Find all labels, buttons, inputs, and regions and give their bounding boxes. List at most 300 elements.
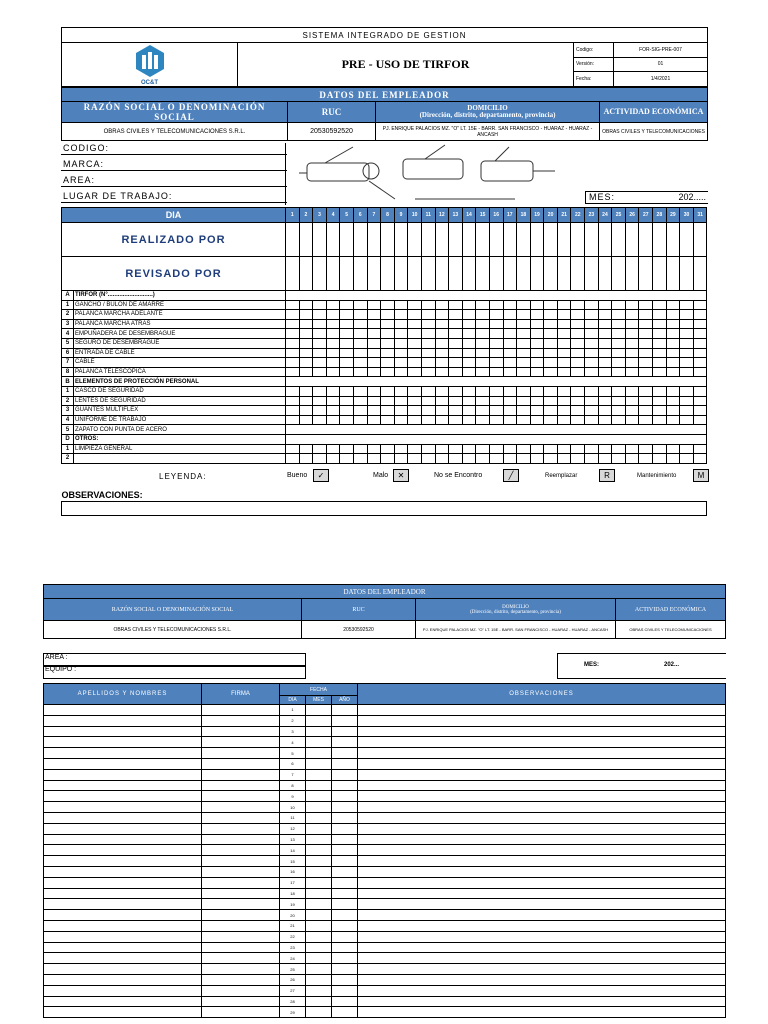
check-cell[interactable] xyxy=(421,386,435,396)
check-cell[interactable] xyxy=(503,319,517,329)
check-cell[interactable] xyxy=(353,348,367,358)
check-cell[interactable] xyxy=(313,358,327,368)
observation-cell[interactable] xyxy=(358,737,726,748)
year-cell[interactable] xyxy=(332,877,358,888)
check-cell[interactable] xyxy=(639,329,653,339)
check-cell[interactable] xyxy=(286,454,300,464)
check-cell[interactable] xyxy=(421,415,435,425)
realizado-cell[interactable] xyxy=(598,223,612,257)
check-cell[interactable] xyxy=(408,310,422,320)
check-cell[interactable] xyxy=(286,358,300,368)
check-cell[interactable] xyxy=(625,319,639,329)
check-cell[interactable] xyxy=(286,367,300,377)
check-cell[interactable] xyxy=(666,396,680,406)
year-cell[interactable] xyxy=(332,985,358,996)
check-cell[interactable] xyxy=(326,415,340,425)
name-cell[interactable] xyxy=(44,920,202,931)
year-cell[interactable] xyxy=(332,802,358,813)
check-cell[interactable] xyxy=(394,338,408,348)
check-cell[interactable] xyxy=(666,386,680,396)
signature-cell[interactable] xyxy=(202,780,280,791)
check-cell[interactable] xyxy=(530,406,544,416)
year-cell[interactable] xyxy=(332,920,358,931)
year-cell[interactable] xyxy=(332,964,358,975)
check-cell[interactable] xyxy=(666,444,680,454)
check-cell[interactable] xyxy=(517,415,531,425)
revisado-cell[interactable] xyxy=(639,257,653,291)
observation-cell[interactable] xyxy=(358,910,726,921)
check-cell[interactable] xyxy=(286,415,300,425)
check-cell[interactable] xyxy=(653,367,667,377)
check-cell[interactable] xyxy=(503,329,517,339)
check-cell[interactable] xyxy=(353,386,367,396)
signature-cell[interactable] xyxy=(202,726,280,737)
check-cell[interactable] xyxy=(435,406,449,416)
check-cell[interactable] xyxy=(449,300,463,310)
check-cell[interactable] xyxy=(462,348,476,358)
year-cell[interactable] xyxy=(332,931,358,942)
check-cell[interactable] xyxy=(557,406,571,416)
check-cell[interactable] xyxy=(353,310,367,320)
check-cell[interactable] xyxy=(544,338,558,348)
check-cell[interactable] xyxy=(476,358,490,368)
check-cell[interactable] xyxy=(503,358,517,368)
check-cell[interactable] xyxy=(666,367,680,377)
check-cell[interactable] xyxy=(598,358,612,368)
check-cell[interactable] xyxy=(598,348,612,358)
observation-cell[interactable] xyxy=(358,845,726,856)
name-cell[interactable] xyxy=(44,856,202,867)
check-cell[interactable] xyxy=(489,300,503,310)
check-cell[interactable] xyxy=(612,415,626,425)
check-cell[interactable] xyxy=(503,444,517,454)
check-cell[interactable] xyxy=(449,329,463,339)
check-cell[interactable] xyxy=(326,367,340,377)
check-cell[interactable] xyxy=(476,329,490,339)
revisado-cell[interactable] xyxy=(585,257,599,291)
check-cell[interactable] xyxy=(598,310,612,320)
check-cell[interactable] xyxy=(408,358,422,368)
year-cell[interactable] xyxy=(332,769,358,780)
name-cell[interactable] xyxy=(44,942,202,953)
observation-cell[interactable] xyxy=(358,769,726,780)
check-cell[interactable] xyxy=(639,396,653,406)
check-cell[interactable] xyxy=(693,454,707,464)
signature-cell[interactable] xyxy=(202,899,280,910)
realizado-cell[interactable] xyxy=(449,223,463,257)
check-cell[interactable] xyxy=(544,367,558,377)
check-cell[interactable] xyxy=(639,415,653,425)
check-cell[interactable] xyxy=(544,310,558,320)
revisado-cell[interactable] xyxy=(421,257,435,291)
revisado-cell[interactable] xyxy=(462,257,476,291)
month-cell[interactable] xyxy=(306,1007,332,1018)
check-cell[interactable] xyxy=(299,406,313,416)
check-cell[interactable] xyxy=(449,367,463,377)
revisado-cell[interactable] xyxy=(381,257,395,291)
check-cell[interactable] xyxy=(408,348,422,358)
check-cell[interactable] xyxy=(598,415,612,425)
signature-cell[interactable] xyxy=(202,910,280,921)
check-cell[interactable] xyxy=(612,348,626,358)
check-cell[interactable] xyxy=(571,444,585,454)
check-cell[interactable] xyxy=(530,358,544,368)
check-cell[interactable] xyxy=(394,406,408,416)
check-cell[interactable] xyxy=(476,386,490,396)
check-cell[interactable] xyxy=(435,367,449,377)
check-cell[interactable] xyxy=(693,415,707,425)
check-cell[interactable] xyxy=(408,386,422,396)
check-cell[interactable] xyxy=(612,329,626,339)
check-cell[interactable] xyxy=(394,386,408,396)
check-cell[interactable] xyxy=(326,406,340,416)
month-cell[interactable] xyxy=(306,705,332,716)
check-cell[interactable] xyxy=(299,367,313,377)
month-cell[interactable] xyxy=(306,812,332,823)
name-cell[interactable] xyxy=(44,931,202,942)
check-cell[interactable] xyxy=(598,367,612,377)
check-cell[interactable] xyxy=(449,319,463,329)
check-cell[interactable] xyxy=(299,329,313,339)
check-cell[interactable] xyxy=(557,386,571,396)
check-cell[interactable] xyxy=(489,367,503,377)
check-cell[interactable] xyxy=(680,319,694,329)
signature-cell[interactable] xyxy=(202,888,280,899)
check-cell[interactable] xyxy=(666,454,680,464)
check-cell[interactable] xyxy=(435,329,449,339)
month-cell[interactable] xyxy=(306,996,332,1007)
observation-cell[interactable] xyxy=(358,953,726,964)
revisado-cell[interactable] xyxy=(612,257,626,291)
check-cell[interactable] xyxy=(680,300,694,310)
realizado-cell[interactable] xyxy=(639,223,653,257)
check-cell[interactable] xyxy=(476,415,490,425)
check-cell[interactable] xyxy=(421,406,435,416)
check-cell[interactable] xyxy=(517,319,531,329)
check-cell[interactable] xyxy=(299,444,313,454)
check-cell[interactable] xyxy=(653,300,667,310)
check-cell[interactable] xyxy=(571,386,585,396)
check-cell[interactable] xyxy=(476,310,490,320)
check-cell[interactable] xyxy=(313,300,327,310)
month-cell[interactable] xyxy=(306,942,332,953)
check-cell[interactable] xyxy=(557,319,571,329)
name-cell[interactable] xyxy=(44,802,202,813)
check-cell[interactable] xyxy=(340,358,354,368)
check-cell[interactable] xyxy=(666,406,680,416)
check-cell[interactable] xyxy=(666,300,680,310)
signature-cell[interactable] xyxy=(202,856,280,867)
check-cell[interactable] xyxy=(639,454,653,464)
check-cell[interactable] xyxy=(517,406,531,416)
check-cell[interactable] xyxy=(489,358,503,368)
check-cell[interactable] xyxy=(639,310,653,320)
check-cell[interactable] xyxy=(340,386,354,396)
revisado-cell[interactable] xyxy=(408,257,422,291)
month-cell[interactable] xyxy=(306,791,332,802)
name-cell[interactable] xyxy=(44,899,202,910)
check-cell[interactable] xyxy=(408,454,422,464)
realizado-cell[interactable] xyxy=(340,223,354,257)
check-cell[interactable] xyxy=(313,396,327,406)
year-cell[interactable] xyxy=(332,953,358,964)
realizado-cell[interactable] xyxy=(571,223,585,257)
check-cell[interactable] xyxy=(326,338,340,348)
realizado-cell[interactable] xyxy=(326,223,340,257)
check-cell[interactable] xyxy=(462,386,476,396)
realizado-cell[interactable] xyxy=(503,223,517,257)
year-cell[interactable] xyxy=(332,888,358,899)
name-cell[interactable] xyxy=(44,888,202,899)
check-cell[interactable] xyxy=(571,329,585,339)
observation-cell[interactable] xyxy=(358,823,726,834)
check-cell[interactable] xyxy=(517,348,531,358)
check-cell[interactable] xyxy=(381,444,395,454)
check-cell[interactable] xyxy=(571,358,585,368)
revisado-cell[interactable] xyxy=(394,257,408,291)
month-cell[interactable] xyxy=(306,888,332,899)
check-cell[interactable] xyxy=(313,367,327,377)
check-cell[interactable] xyxy=(530,319,544,329)
check-cell[interactable] xyxy=(353,444,367,454)
check-cell[interactable] xyxy=(585,338,599,348)
check-cell[interactable] xyxy=(462,415,476,425)
check-cell[interactable] xyxy=(299,310,313,320)
observation-cell[interactable] xyxy=(358,888,726,899)
check-cell[interactable] xyxy=(340,396,354,406)
check-cell[interactable] xyxy=(530,454,544,464)
year-cell[interactable] xyxy=(332,910,358,921)
realizado-cell[interactable] xyxy=(394,223,408,257)
check-cell[interactable] xyxy=(693,300,707,310)
check-cell[interactable] xyxy=(381,329,395,339)
revisado-cell[interactable] xyxy=(353,257,367,291)
check-cell[interactable] xyxy=(625,367,639,377)
check-cell[interactable] xyxy=(326,300,340,310)
check-cell[interactable] xyxy=(435,310,449,320)
revisado-cell[interactable] xyxy=(299,257,313,291)
check-cell[interactable] xyxy=(381,348,395,358)
check-cell[interactable] xyxy=(408,367,422,377)
check-cell[interactable] xyxy=(680,386,694,396)
check-cell[interactable] xyxy=(367,300,381,310)
check-cell[interactable] xyxy=(286,338,300,348)
check-cell[interactable] xyxy=(435,415,449,425)
check-cell[interactable] xyxy=(653,319,667,329)
realizado-cell[interactable] xyxy=(585,223,599,257)
check-cell[interactable] xyxy=(449,348,463,358)
revisado-cell[interactable] xyxy=(313,257,327,291)
check-cell[interactable] xyxy=(653,386,667,396)
signature-cell[interactable] xyxy=(202,953,280,964)
check-cell[interactable] xyxy=(394,348,408,358)
check-cell[interactable] xyxy=(544,444,558,454)
check-cell[interactable] xyxy=(503,348,517,358)
check-cell[interactable] xyxy=(449,406,463,416)
revisado-cell[interactable] xyxy=(489,257,503,291)
realizado-cell[interactable] xyxy=(353,223,367,257)
check-cell[interactable] xyxy=(653,358,667,368)
revisado-cell[interactable] xyxy=(286,257,300,291)
check-cell[interactable] xyxy=(340,319,354,329)
observation-cell[interactable] xyxy=(358,866,726,877)
month-cell[interactable] xyxy=(306,726,332,737)
month-cell[interactable] xyxy=(306,920,332,931)
check-cell[interactable] xyxy=(381,310,395,320)
check-cell[interactable] xyxy=(462,406,476,416)
check-cell[interactable] xyxy=(517,329,531,339)
month-cell[interactable] xyxy=(306,834,332,845)
revisado-cell[interactable] xyxy=(367,257,381,291)
check-cell[interactable] xyxy=(299,396,313,406)
year-cell[interactable] xyxy=(332,942,358,953)
check-cell[interactable] xyxy=(286,386,300,396)
check-cell[interactable] xyxy=(489,444,503,454)
check-cell[interactable] xyxy=(462,358,476,368)
check-cell[interactable] xyxy=(544,358,558,368)
check-cell[interactable] xyxy=(462,329,476,339)
check-cell[interactable] xyxy=(680,454,694,464)
check-cell[interactable] xyxy=(653,396,667,406)
check-cell[interactable] xyxy=(517,444,531,454)
check-cell[interactable] xyxy=(299,319,313,329)
observation-cell[interactable] xyxy=(358,748,726,759)
check-cell[interactable] xyxy=(462,319,476,329)
check-cell[interactable] xyxy=(326,444,340,454)
name-cell[interactable] xyxy=(44,715,202,726)
check-cell[interactable] xyxy=(367,310,381,320)
check-cell[interactable] xyxy=(503,454,517,464)
month-cell[interactable] xyxy=(306,769,332,780)
signature-cell[interactable] xyxy=(202,802,280,813)
check-cell[interactable] xyxy=(680,348,694,358)
name-cell[interactable] xyxy=(44,985,202,996)
check-cell[interactable] xyxy=(476,367,490,377)
check-cell[interactable] xyxy=(625,444,639,454)
observation-cell[interactable] xyxy=(358,856,726,867)
signature-cell[interactable] xyxy=(202,866,280,877)
check-cell[interactable] xyxy=(503,300,517,310)
name-cell[interactable] xyxy=(44,705,202,716)
check-cell[interactable] xyxy=(666,310,680,320)
check-cell[interactable] xyxy=(517,300,531,310)
check-cell[interactable] xyxy=(476,319,490,329)
revisado-cell[interactable] xyxy=(449,257,463,291)
check-cell[interactable] xyxy=(585,329,599,339)
year-cell[interactable] xyxy=(332,856,358,867)
check-cell[interactable] xyxy=(680,358,694,368)
check-cell[interactable] xyxy=(340,329,354,339)
observation-cell[interactable] xyxy=(358,812,726,823)
signature-cell[interactable] xyxy=(202,812,280,823)
month-cell[interactable] xyxy=(306,715,332,726)
check-cell[interactable] xyxy=(544,396,558,406)
signature-cell[interactable] xyxy=(202,974,280,985)
realizado-cell[interactable] xyxy=(408,223,422,257)
check-cell[interactable] xyxy=(286,329,300,339)
check-cell[interactable] xyxy=(557,415,571,425)
check-cell[interactable] xyxy=(680,444,694,454)
check-cell[interactable] xyxy=(476,444,490,454)
check-cell[interactable] xyxy=(639,358,653,368)
observation-cell[interactable] xyxy=(358,1007,726,1018)
realizado-cell[interactable] xyxy=(299,223,313,257)
name-cell[interactable] xyxy=(44,791,202,802)
check-cell[interactable] xyxy=(557,367,571,377)
year-cell[interactable] xyxy=(332,726,358,737)
check-cell[interactable] xyxy=(639,386,653,396)
check-cell[interactable] xyxy=(612,319,626,329)
check-cell[interactable] xyxy=(381,396,395,406)
check-cell[interactable] xyxy=(286,319,300,329)
check-cell[interactable] xyxy=(340,367,354,377)
check-cell[interactable] xyxy=(476,406,490,416)
revisado-cell[interactable] xyxy=(530,257,544,291)
year-cell[interactable] xyxy=(332,748,358,759)
realizado-cell[interactable] xyxy=(557,223,571,257)
check-cell[interactable] xyxy=(299,386,313,396)
check-cell[interactable] xyxy=(435,386,449,396)
month-cell[interactable] xyxy=(306,866,332,877)
check-cell[interactable] xyxy=(598,454,612,464)
check-cell[interactable] xyxy=(286,348,300,358)
check-cell[interactable] xyxy=(639,338,653,348)
check-cell[interactable] xyxy=(394,415,408,425)
check-cell[interactable] xyxy=(340,406,354,416)
check-cell[interactable] xyxy=(598,406,612,416)
check-cell[interactable] xyxy=(381,319,395,329)
check-cell[interactable] xyxy=(286,300,300,310)
check-cell[interactable] xyxy=(489,454,503,464)
month-cell[interactable] xyxy=(306,823,332,834)
check-cell[interactable] xyxy=(653,415,667,425)
check-cell[interactable] xyxy=(313,386,327,396)
year-cell[interactable] xyxy=(332,812,358,823)
observation-cell[interactable] xyxy=(358,985,726,996)
revisado-cell[interactable] xyxy=(340,257,354,291)
check-cell[interactable] xyxy=(462,338,476,348)
observation-cell[interactable] xyxy=(358,726,726,737)
check-cell[interactable] xyxy=(313,348,327,358)
name-cell[interactable] xyxy=(44,996,202,1007)
check-cell[interactable] xyxy=(625,329,639,339)
realizado-cell[interactable] xyxy=(476,223,490,257)
check-cell[interactable] xyxy=(353,300,367,310)
check-cell[interactable] xyxy=(449,444,463,454)
check-cell[interactable] xyxy=(421,338,435,348)
observation-cell[interactable] xyxy=(358,791,726,802)
check-cell[interactable] xyxy=(381,386,395,396)
observation-cell[interactable] xyxy=(358,802,726,813)
name-cell[interactable] xyxy=(44,780,202,791)
check-cell[interactable] xyxy=(625,415,639,425)
year-cell[interactable] xyxy=(332,996,358,1007)
realizado-cell[interactable] xyxy=(381,223,395,257)
check-cell[interactable] xyxy=(585,310,599,320)
check-cell[interactable] xyxy=(639,300,653,310)
name-cell[interactable] xyxy=(44,748,202,759)
check-cell[interactable] xyxy=(449,454,463,464)
check-cell[interactable] xyxy=(544,300,558,310)
equipo-field[interactable]: EQUIPO : xyxy=(43,665,306,679)
realizado-cell[interactable] xyxy=(517,223,531,257)
check-cell[interactable] xyxy=(489,319,503,329)
check-cell[interactable] xyxy=(313,406,327,416)
check-cell[interactable] xyxy=(544,319,558,329)
check-cell[interactable] xyxy=(462,454,476,464)
check-cell[interactable] xyxy=(421,367,435,377)
check-cell[interactable] xyxy=(326,310,340,320)
